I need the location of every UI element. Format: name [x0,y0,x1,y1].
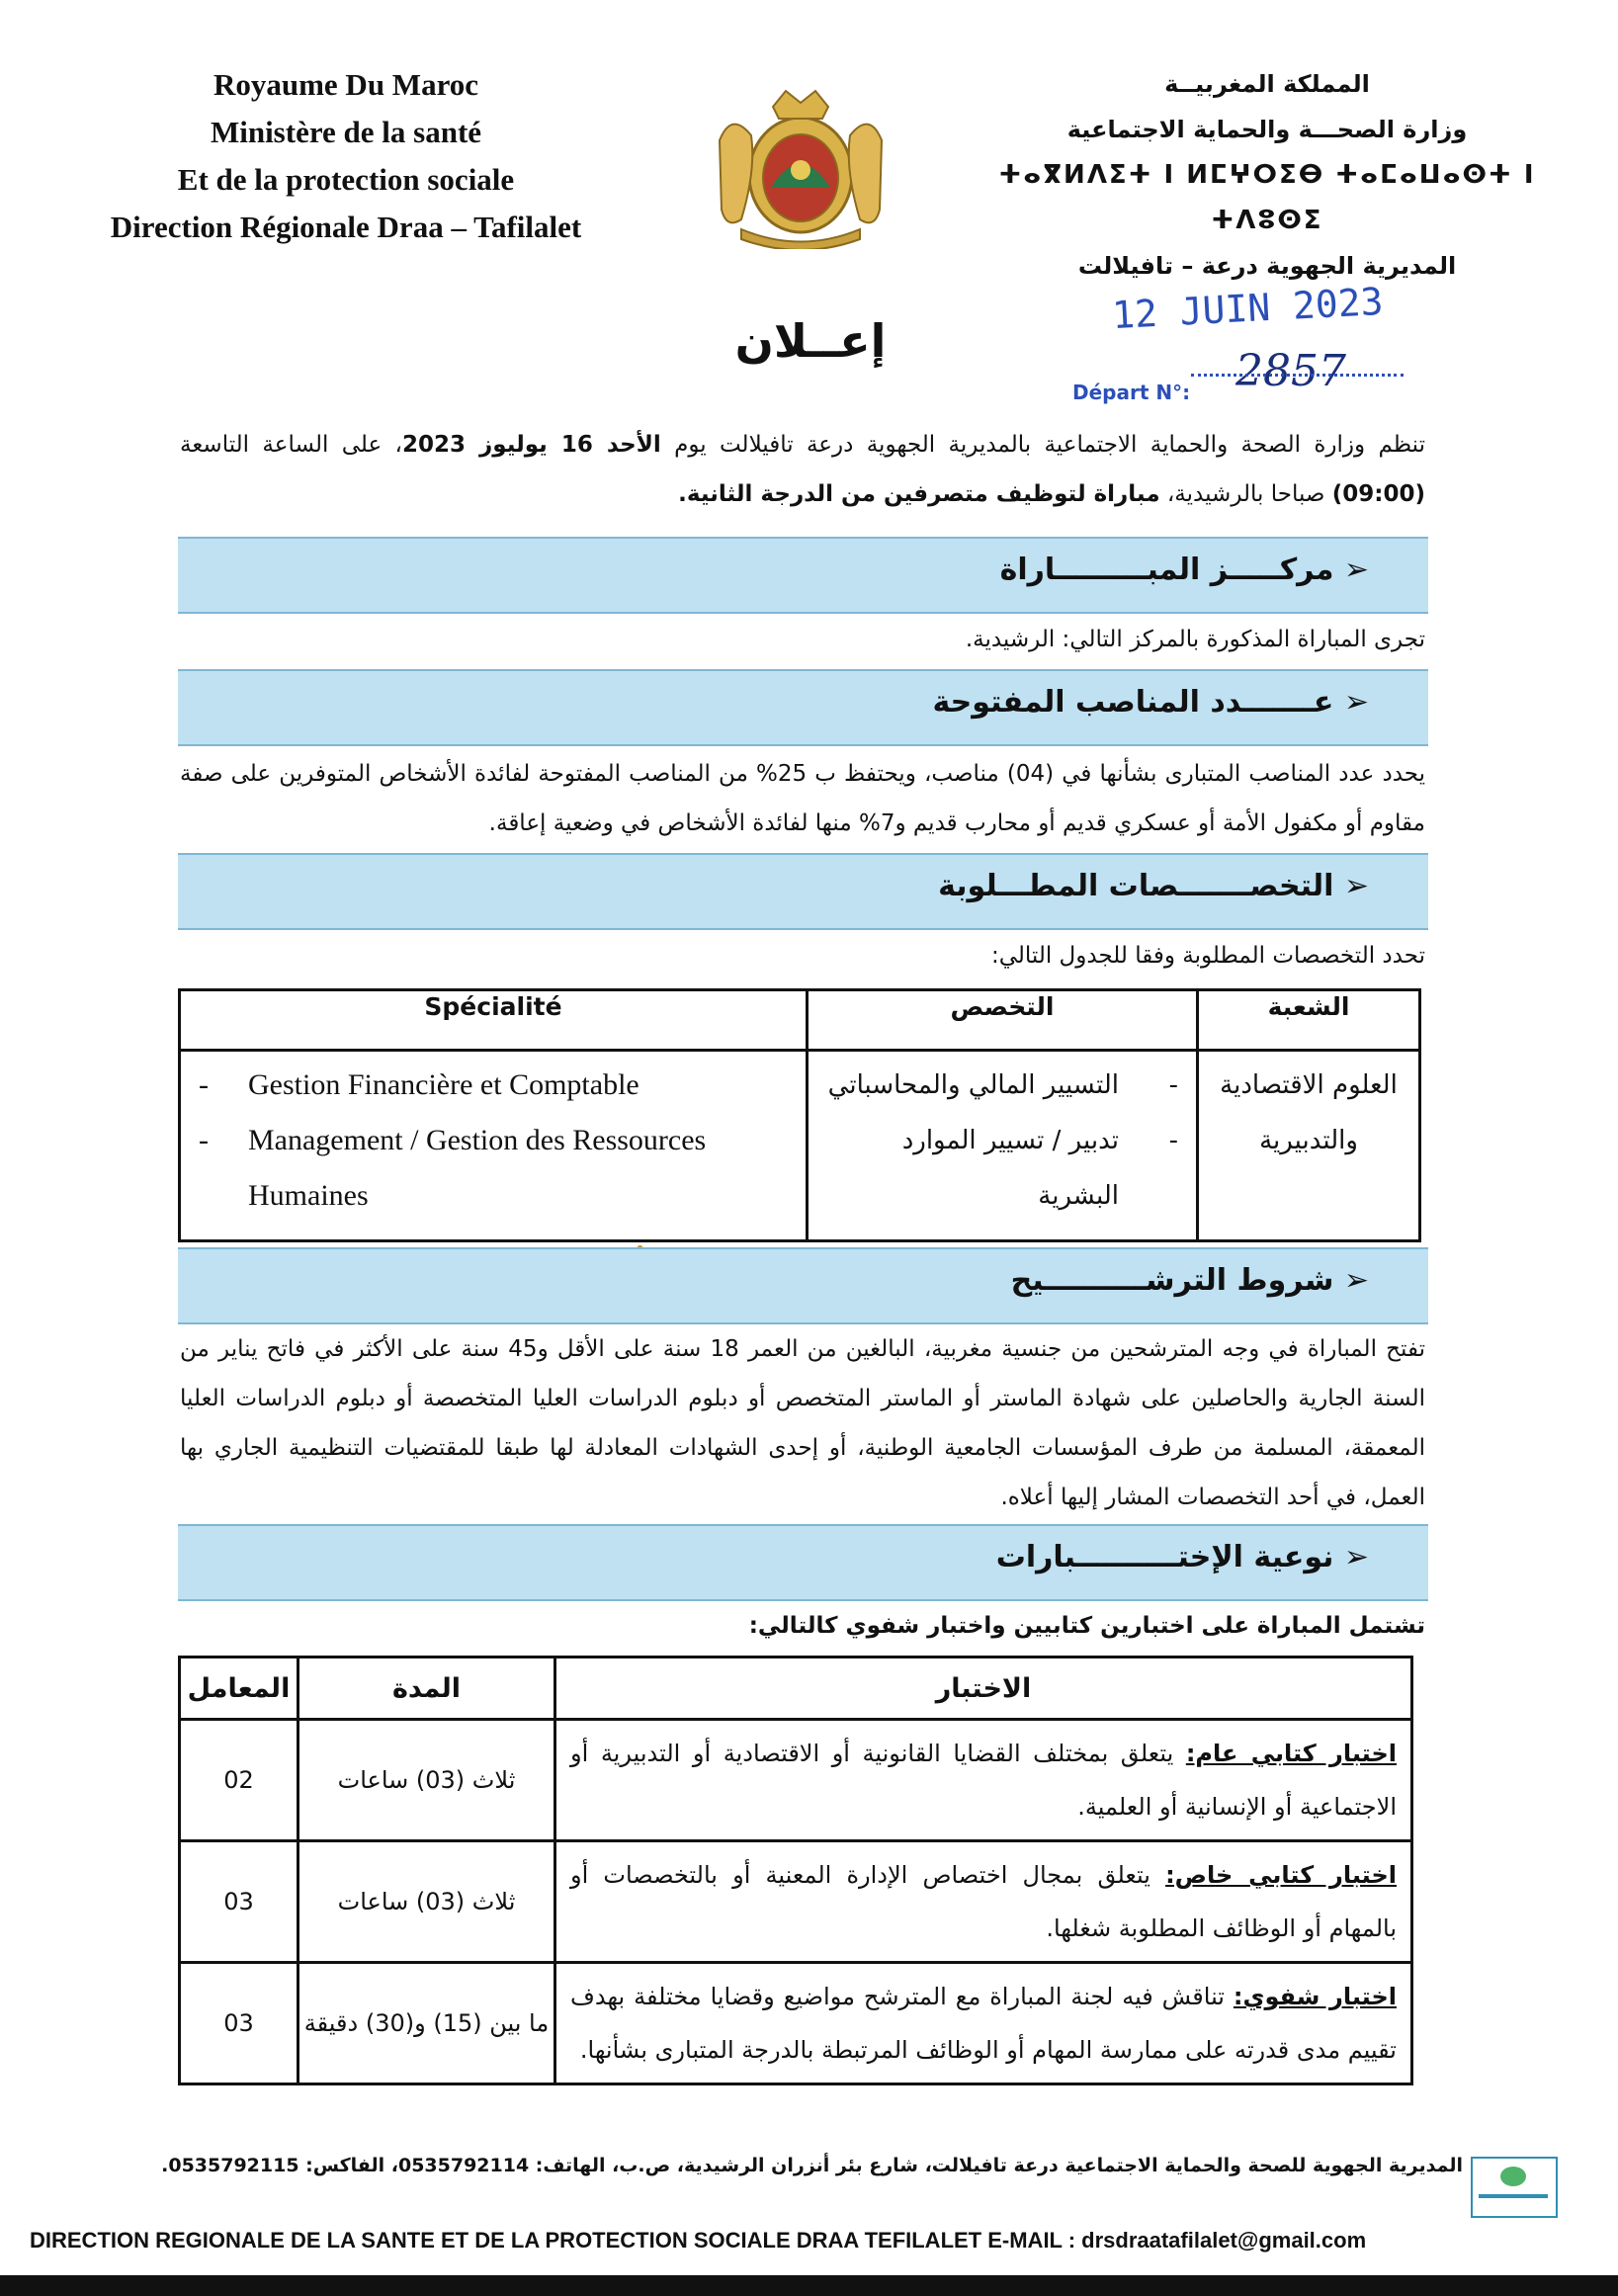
duration-cell: ما بين (15) و(30) دقيقة [298,1963,555,2084]
footer-address: المديرية الجهوية للصحة والحماية الاجتماعية درعة تافيلالت، شارع بئر أنزران الرشيدية، ص.ب، الهاتف: 0535792114، الفاكس: 0535792115. [161,2155,1463,2176]
arrow-icon: ➢ [1333,685,1369,720]
test-desc: يتعلق بمجال اختصاص الإدارة المعنية أو بالتخصصات أو بالمهام أو الوظائف المطلوبة شغلها. [570,1861,1397,1942]
logo-bar [1479,2194,1548,2198]
header-fr-line: Et de la protection sociale [177,162,515,197]
test-desc: يتعلق بمختلف القضايا القانونية أو الاقتصادية أو التدبيرية أو الاجتماعية أو الإنسانية أو العلمية. [570,1740,1397,1821]
coef-cell: 02 [180,1720,298,1841]
arrow-icon: ➢ [1333,553,1369,587]
header-ar-line: المديرية الجهوية درعة – تافيلالت [1077,252,1457,280]
stamp-date: 12 JUIN 2023 [1111,279,1385,338]
posts-text: يحدد عدد المناصب المتبارى بشأنها في (04) مناصب، ويحتفظ ب 25% من المناصب المفتوحة لفائدة الأشخاص المتوفرين على صفة مقاوم أو مكفول الأمة أو عسكري قديم أو محارب قديم و7% منها لفائدة الأشخاص في وضعية إعاقة. [180,761,1426,836]
header-fr-line: Direction Régionale Draa – Tafilalet [110,210,582,244]
intro-date: الأحد 16 يوليوز 2023 [401,432,661,458]
section-band-tests [178,1524,1428,1601]
section-title-text: عـــــــدد المناصب المفتوحة [932,685,1334,720]
header-ar-line: المملكة المغربيــة [1164,70,1370,98]
specialty-ar: - التسيير المالي والمحاسباتي [826,1058,1178,1113]
section-title [996,1540,1369,1574]
header-arabic [971,61,1564,289]
intro-text: تنظم وزارة الصحة والحماية الاجتماعية بالمديرية الجهوية درعة تافيلالت يوم [660,432,1425,458]
specialties-table [178,988,1421,1242]
section-band-center [178,537,1428,614]
coat-of-arms-logo [712,81,890,249]
cell-specialite [180,1051,808,1241]
center-text: تجرى المباراة المذكورة بالمركز التالي: الرشيدية. [965,627,1425,652]
section-title [932,685,1369,720]
test-name: اختبار شفوي: [1233,1983,1397,2010]
intro-exam-title: مباراة لتوظيف متصرفين من الدرجة الثانية. [678,481,1160,507]
header-french [30,61,662,251]
stamp-number: 2857 [1235,346,1346,396]
header-test: الاختبار [555,1658,1412,1720]
intro-paragraph [180,420,1425,519]
test-name: اختبار كتابي عام: [1185,1740,1397,1767]
section-band-specialties [178,853,1428,930]
section-title-text: التخصـــــــصات المطـــلوبة [938,869,1334,903]
arrow-icon: ➢ [1333,1263,1369,1298]
test-cell [555,1963,1412,2084]
tests-text: تشتمل المباراة على اختبارين كتابيين واختبار شفوي كالتالي: [748,1613,1425,1639]
duration-cell: ثلاث (03) ساعات [298,1841,555,1963]
test-name: اختبار كتابي خاص: [1165,1861,1398,1889]
specialty-ar: - تدبير / تسيير الموارد البشرية [826,1113,1178,1224]
cell-takhassus [808,1051,1198,1241]
header-fr-line: Royaume Du Maroc [213,67,479,102]
test-cell [555,1720,1412,1841]
intro-text: صباحا بالرشيدية، [1159,481,1332,507]
test-cell [555,1841,1412,1963]
section-band-conditions [178,1247,1428,1324]
section-title [938,869,1369,903]
reception-stamp [1072,277,1408,415]
specialty-fr: - Gestion Financière et Comptable [199,1058,788,1113]
section-title [1000,553,1369,587]
section-band-posts [178,669,1428,746]
specialty-fr: - Management / Gestion des Ressources Humaines [199,1113,788,1224]
section-title [1011,1263,1369,1298]
stamp-departure-label: Départ N°: [1072,381,1191,404]
header-fr-line: Ministère de la santé [210,115,482,149]
table-row [180,1963,1412,2084]
specialties-text: تحدد التخصصات المطلوبة وفقا للجدول التالي: [990,943,1425,969]
coef-cell: 03 [180,1841,298,1963]
stamp-dotted-line [1191,374,1404,377]
header-tifinagh-line: ⵜⴰⴳⵍⴷⵉⵜ ⵏ ⵍⵎⵖⵔⵉⴱ ⵜⴰⵎⴰⵡⴰⵙⵜ ⵏ ⵜⴷⵓⵙⵉ [998,160,1536,235]
header-duration: المدة [298,1658,555,1720]
intro-time: (09:00) [1331,481,1425,507]
arrow-icon: ➢ [1333,1540,1369,1574]
test-desc: تناقش فيه لجنة المباراة مع المترشح مواضيع وقضايا مختلفة بهدف تقييم مدى قدرته على ممارسة المهام أو الوظائف المرتبطة بالدرجة المتبارى بشأنها. [570,1983,1397,2064]
header-branch: الشعبة [1198,990,1420,1051]
ministry-small-logo [1471,2157,1558,2218]
intro-text: ، على الساعة التاسعة [180,432,402,458]
conditions-text: تفتح المباراة في وجه المترشحين من جنسية مغربية، البالغين من العمر 18 سنة على الأقل و45 سنة على الأكثر في فاتح يناير من السنة الجارية والحاصلين على شهادة الماستر أو الماستر المتخصص أو دبلوم الدراسات العليا المتخصصة أو دبلوم الدراسات العليا المعمقة، المسلمة من طرف المؤسسات الجامعية الوطنية، أو إحدى الشهادات المعادلة لها طبقا للمقتضيات التنظيمية الجاري بها العمل، في أحد التخصصات المشار إليها أعلاه. [180,1336,1425,1510]
tests-table [178,1656,1413,2085]
table-row [180,1720,1412,1841]
table-row [180,1841,1412,1963]
header-coef: المعامل [180,1658,298,1720]
header-takhassus: التخصص [808,990,1198,1051]
header-specialite: Spécialité [180,990,808,1051]
footer-direction: DIRECTION REGIONALE DE LA SANTE ET DE LA PROTECTION SOCIALE DRAA TEFILALET E-MAIL : drsdraatafilalet@gmail.com [30,2228,1367,2253]
header-ar-line: وزارة الصحـــة والحماية الاجتماعية [1066,116,1468,143]
logo-dot [1500,2167,1526,2186]
page-title: إعــلان [734,314,887,368]
scan-edge [0,2275,1618,2296]
section-title-text: مركـــــز المبـــــــــاراة [999,553,1334,587]
coef-cell: 03 [180,1963,298,2084]
section-title-text: شروط الترشــــــــــيح [1010,1263,1334,1298]
arrow-icon: ➢ [1333,869,1369,903]
section-title-text: نوعية الإختــــــــــبارات [995,1540,1334,1574]
cell-branch: العلوم الاقتصادية والتدبيرية [1198,1051,1420,1241]
duration-cell: ثلاث (03) ساعات [298,1720,555,1841]
